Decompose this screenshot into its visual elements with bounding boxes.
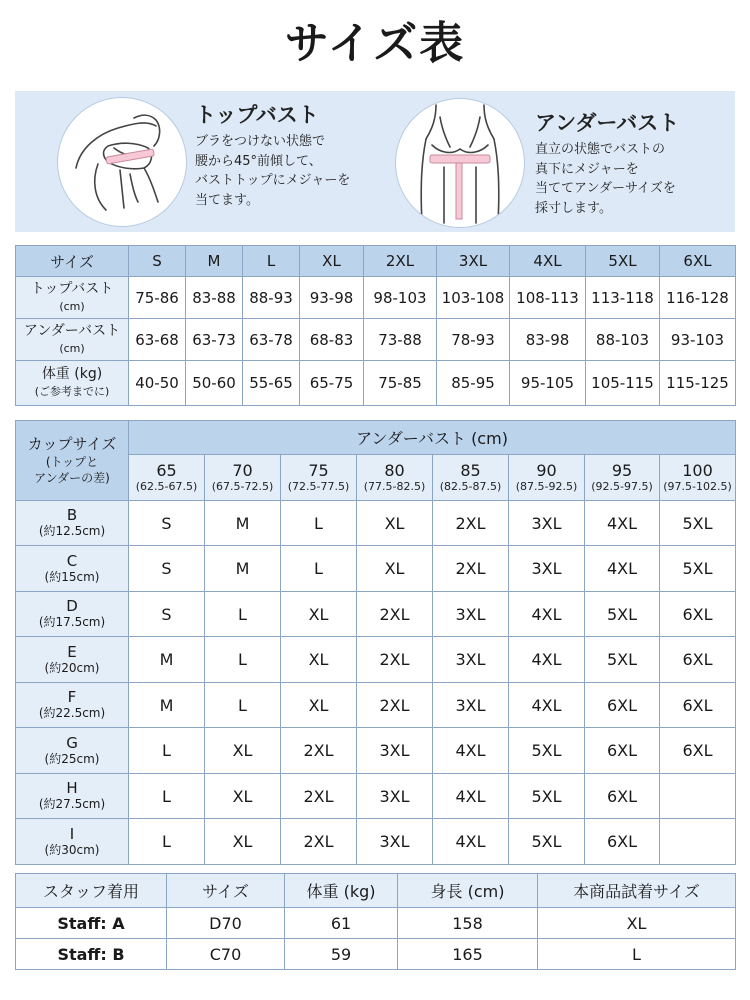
under-bust-figure-icon: [396, 99, 524, 227]
size-header-cell: 5XL: [586, 246, 660, 277]
staff-cell: Staff: B: [16, 939, 167, 970]
cup-cell: 3XL: [509, 546, 585, 592]
cup-diff: (約27.5cm): [38, 797, 106, 811]
cup-cell: 3XL: [357, 774, 433, 819]
size-header-cell: L: [243, 246, 300, 277]
cup-cell: XL: [281, 592, 357, 637]
cup-cell: 5XL: [585, 592, 660, 637]
cup-corner-sub: アンダーの差): [34, 471, 110, 485]
size-cell: 116-128: [660, 277, 736, 319]
size-cell: 115-125: [660, 361, 736, 406]
staff-cell: L: [538, 939, 736, 970]
staff-header-cell: スタッフ着用: [16, 874, 167, 908]
cup-corner-title: カップサイズ: [27, 435, 117, 453]
row-label-main: 体重 (kg): [41, 366, 103, 382]
cup-cell: 6XL: [585, 728, 660, 774]
cup-label: [16, 683, 129, 728]
cup-cell: XL: [205, 728, 281, 774]
staff-cell: 165: [398, 939, 538, 970]
cup-letter: G: [66, 733, 78, 752]
cup-cell: 2XL: [281, 774, 357, 819]
size-cell: 103-108: [437, 277, 510, 319]
cup-size-table: [15, 420, 736, 865]
band-value: 80: [384, 460, 405, 480]
size-header-cell: 4XL: [510, 246, 586, 277]
under-bust-heading: アンダーバスト: [535, 111, 680, 135]
cup-cell: 5XL: [509, 728, 585, 774]
cup-row-f: [16, 683, 736, 728]
band-value: 65: [156, 460, 177, 480]
cup-letter: E: [67, 642, 77, 661]
size-cell: 85-95: [437, 361, 510, 406]
cup-label: [16, 592, 129, 637]
band-header: [433, 455, 509, 501]
staff-row-b: [16, 939, 736, 970]
cup-cell: L: [129, 819, 205, 865]
cup-diff: (約20cm): [44, 660, 100, 675]
size-cell: 108-113: [510, 277, 586, 319]
size-header-cell: 2XL: [364, 246, 437, 277]
cup-row-d: [16, 592, 736, 637]
size-cell: 65-75: [300, 361, 364, 406]
cup-cell: 4XL: [433, 728, 509, 774]
staff-row-a: [16, 908, 736, 939]
cup-row-e: [16, 637, 736, 683]
cup-cell: [660, 774, 736, 819]
cup-cell: 4XL: [585, 546, 660, 592]
cup-cell: L: [129, 728, 205, 774]
page-title: サイズ表: [284, 18, 466, 69]
cup-cell: 4XL: [433, 819, 509, 865]
cup-label: [16, 774, 129, 819]
staff-cell: Staff: A: [16, 908, 167, 939]
cup-label: [16, 819, 129, 865]
cup-cell: L: [205, 592, 281, 637]
top-bust-description: ブラをつけない状態で 腰から45°前傾して、 バストトップにメジャーを 当てます。: [195, 134, 351, 208]
cup-cell: 3XL: [509, 501, 585, 546]
cup-corner-sub: (トップと: [45, 455, 99, 469]
cup-cell: 4XL: [585, 501, 660, 546]
size-cell: 63-73: [186, 319, 243, 361]
size-cell: 50-60: [186, 361, 243, 406]
size-row-top-bust: [16, 277, 736, 319]
size-cell: 93-103: [660, 319, 736, 361]
band-header: [129, 455, 205, 501]
cup-cell: 2XL: [357, 637, 433, 683]
row-label: [16, 277, 129, 319]
band-header: [660, 455, 736, 501]
size-header-cell: S: [129, 246, 186, 277]
cup-cell: 3XL: [357, 728, 433, 774]
band-range: (82.5-87.5): [439, 479, 502, 493]
row-label-sub: (cm): [59, 341, 85, 355]
size-header-cell: 6XL: [660, 246, 736, 277]
cup-cell: 3XL: [433, 592, 509, 637]
band-range: (62.5-67.5): [135, 479, 198, 493]
cup-cell: L: [281, 501, 357, 546]
cup-cell: L: [129, 774, 205, 819]
staff-header-cell: サイズ: [167, 874, 285, 908]
size-cell: 68-83: [300, 319, 364, 361]
cup-cell: 4XL: [509, 637, 585, 683]
cup-row-h: [16, 774, 736, 819]
cup-label: [16, 546, 129, 592]
size-row-under-bust: [16, 319, 736, 361]
measurement-guide-panel: [15, 91, 735, 232]
cup-cell: M: [205, 546, 281, 592]
band-range: (77.5-82.5): [363, 479, 426, 493]
cup-label: [16, 637, 129, 683]
cup-cell: S: [129, 501, 205, 546]
cup-letter: D: [66, 597, 78, 615]
band-value: 75: [308, 460, 329, 480]
cup-cell: 2XL: [433, 546, 509, 592]
cup-diff: (約15cm): [44, 569, 100, 584]
cup-cell: 4XL: [433, 774, 509, 819]
cup-letter: I: [69, 824, 75, 843]
cup-diff: (約12.5cm): [38, 524, 106, 538]
cup-cell: 2XL: [357, 683, 433, 728]
size-cell: 88-93: [243, 277, 300, 319]
cup-cell: 6XL: [660, 637, 736, 683]
staff-header-cell: 身長 (cm): [398, 874, 538, 908]
cup-cell: 3XL: [357, 819, 433, 865]
cup-cell: 6XL: [585, 819, 660, 865]
staff-cell: XL: [538, 908, 736, 939]
under-bust-illustration: [395, 98, 525, 228]
size-table: [15, 245, 736, 406]
cup-cell: XL: [205, 819, 281, 865]
staff-cell: 59: [285, 939, 398, 970]
top-bust-illustration: [57, 97, 187, 227]
under-bust-group-header: アンダーバスト (cm): [129, 421, 736, 455]
band-value: 100: [682, 460, 713, 480]
cup-cell: 5XL: [509, 774, 585, 819]
band-header: [357, 455, 433, 501]
cup-corner-header: [16, 421, 129, 501]
cup-cell: 3XL: [433, 637, 509, 683]
top-bust-figure-icon: [58, 98, 186, 226]
size-cell: 83-98: [510, 319, 586, 361]
cup-cell: 2XL: [281, 819, 357, 865]
cup-cell: 2XL: [433, 501, 509, 546]
top-bust-heading: トップバスト: [195, 103, 319, 127]
row-label: [16, 319, 129, 361]
staff-cell: D70: [167, 908, 285, 939]
cup-cell: L: [205, 637, 281, 683]
size-cell: 78-93: [437, 319, 510, 361]
cup-cell: S: [129, 592, 205, 637]
cup-cell: XL: [357, 546, 433, 592]
band-header: [281, 455, 357, 501]
cup-cell: 2XL: [357, 592, 433, 637]
cup-cell: 6XL: [660, 728, 736, 774]
band-range: (67.5-72.5): [211, 479, 274, 493]
size-cell: 93-98: [300, 277, 364, 319]
size-row-weight: [16, 361, 736, 406]
cup-letter: C: [66, 551, 78, 570]
size-cell: 105-115: [586, 361, 660, 406]
cup-diff: (約25cm): [44, 751, 100, 766]
size-cell: 98-103: [364, 277, 437, 319]
cup-cell: 5XL: [660, 501, 736, 546]
cup-cell: 6XL: [660, 592, 736, 637]
row-label-sub: (cm): [59, 299, 85, 313]
cup-row-c: [16, 546, 736, 592]
band-header: [585, 455, 660, 501]
cup-cell: 5XL: [509, 819, 585, 865]
cup-cell: 4XL: [509, 683, 585, 728]
cup-row-g: [16, 728, 736, 774]
size-cell: 75-86: [129, 277, 186, 319]
staff-header-cell: 本商品試着サイズ: [538, 874, 736, 908]
size-cell: 55-65: [243, 361, 300, 406]
cup-cell: XL: [205, 774, 281, 819]
cup-cell: XL: [357, 501, 433, 546]
cup-cell: 6XL: [660, 683, 736, 728]
size-cell: 75-85: [364, 361, 437, 406]
staff-cell: C70: [167, 939, 285, 970]
staff-cell: 158: [398, 908, 538, 939]
cup-cell: 6XL: [585, 683, 660, 728]
cup-cell: XL: [281, 637, 357, 683]
size-cell: 63-78: [243, 319, 300, 361]
size-cell: 113-118: [586, 277, 660, 319]
row-label-main: トップバスト: [30, 280, 114, 297]
row-label-sub: (ご参考までに): [34, 385, 110, 398]
row-label: [16, 361, 129, 406]
size-header-label: サイズ: [16, 246, 129, 277]
staff-cell: 61: [285, 908, 398, 939]
under-bust-description: 直立の状態でバストの 真下にメジャーを 当ててアンダーサイズを 採寸します。: [535, 142, 676, 216]
cup-cell: L: [205, 683, 281, 728]
size-cell: 73-88: [364, 319, 437, 361]
cup-cell: M: [205, 501, 281, 546]
size-header-cell: 3XL: [437, 246, 510, 277]
band-value: 95: [611, 460, 633, 480]
size-cell: 63-68: [129, 319, 186, 361]
band-range: (72.5-77.5): [287, 479, 350, 493]
cup-diff: (約30cm): [44, 842, 100, 857]
band-header: [205, 455, 281, 501]
cup-cell: 5XL: [585, 637, 660, 683]
size-cell: 40-50: [129, 361, 186, 406]
cup-cell: [660, 819, 736, 865]
band-value: 90: [536, 460, 557, 480]
cup-cell: 2XL: [281, 728, 357, 774]
band-range: (92.5-97.5): [591, 479, 653, 493]
size-cell: 83-88: [186, 277, 243, 319]
size-header-cell: XL: [300, 246, 364, 277]
cup-row-i: [16, 819, 736, 865]
cup-letter: B: [66, 506, 78, 524]
band-value: 70: [232, 460, 253, 480]
row-label-main: アンダーバスト: [23, 322, 121, 339]
size-cell: 88-103: [586, 319, 660, 361]
band-header: [509, 455, 585, 501]
size-header-cell: M: [186, 246, 243, 277]
size-cell: 95-105: [510, 361, 586, 406]
cup-cell: M: [129, 637, 205, 683]
cup-cell: L: [281, 546, 357, 592]
cup-cell: 5XL: [660, 546, 736, 592]
cup-label: [16, 728, 129, 774]
cup-diff: (約17.5cm): [38, 615, 106, 629]
cup-letter: F: [67, 688, 77, 706]
staff-table: [15, 873, 736, 970]
cup-cell: 3XL: [433, 683, 509, 728]
cup-label: [16, 501, 129, 546]
staff-header-cell: 体重 (kg): [285, 874, 398, 908]
cup-cell: 4XL: [509, 592, 585, 637]
cup-cell: S: [129, 546, 205, 592]
cup-cell: M: [129, 683, 205, 728]
band-range: (97.5-102.5): [663, 479, 732, 493]
cup-diff: (約22.5cm): [38, 706, 106, 720]
cup-row-b: [16, 501, 736, 546]
band-range: (87.5-92.5): [515, 479, 578, 493]
cup-cell: XL: [281, 683, 357, 728]
cup-cell: 6XL: [585, 774, 660, 819]
band-value: 85: [460, 460, 481, 480]
cup-letter: H: [66, 779, 78, 797]
